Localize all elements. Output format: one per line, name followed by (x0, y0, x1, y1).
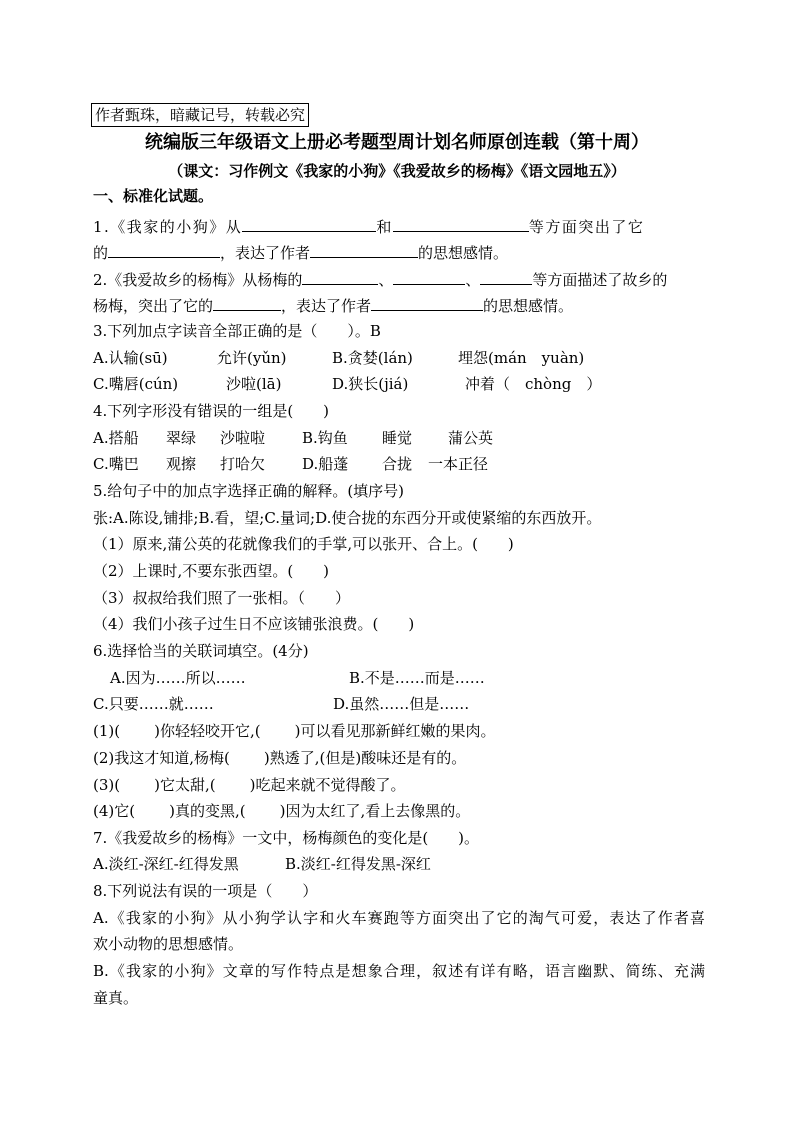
q6-option-a: A.因为……所以…… (110, 669, 246, 687)
q2-text-b: 等方面描述了故乡的 (532, 271, 668, 289)
question-3-options-row-2 (93, 374, 705, 394)
question-6-sentence-3 (93, 775, 705, 795)
q7-option-a: A.淡红-深红-红得发黑 (93, 855, 239, 873)
q2-text-d: ，表达了作者 (281, 297, 372, 315)
question-3-stem: 3.下列加点字读音全部正确的是（ ）。B (93, 322, 381, 340)
question-3-options-row-1 (93, 348, 705, 368)
q2-sep-1: 、 (378, 271, 394, 289)
question-6-sentence-1 (93, 721, 705, 741)
q1-text-e: ，表达了作者 (220, 244, 311, 262)
question-1-line-1 (93, 216, 705, 237)
q6-s1-part-c: )可以看见那新鲜红嫩的果肉。 (294, 722, 496, 740)
q6-option-b: B.不是……而是…… (349, 669, 485, 687)
question-7-options (93, 854, 705, 874)
q1-blank-4[interactable] (310, 242, 418, 258)
q2-sep-2: 、 (465, 271, 481, 289)
q1-text-a: 1.《我家的小狗》从 (93, 218, 243, 236)
q7-option-b: B.淡红-红得发黑-深红 (285, 855, 431, 873)
q6-s4-part-a: (4)它( (93, 802, 136, 820)
q3-option-b-1: B.贪婪(lán) (332, 349, 413, 367)
q1-blank-1[interactable] (242, 216, 376, 232)
q3-option-a-2: 允许(yǔn) (217, 349, 287, 367)
question-4-options-row-2 (93, 454, 705, 474)
q1-text-f: 的思想感情。 (418, 244, 509, 262)
question-7-stem: 7.《我爱故乡的杨梅》一文中，杨梅颜色的变化是( )。 (93, 829, 480, 847)
question-5-stem: 5.给句子中的加点字选择正确的解释。(填序号) (93, 482, 405, 500)
q6-s1-part-b: )你轻轻咬开它,( (154, 722, 261, 740)
question-2-line-2 (93, 295, 705, 316)
q2-text-e: 的思想感情。 (483, 297, 574, 315)
q1-blank-2[interactable] (393, 216, 529, 232)
question-5-definitions: 张:A.陈设,铺排;B.看，望;C.量词;D.使合拢的东西分开或使紧缩的东西放开。 (93, 509, 602, 527)
q4-option-a-3: 沙啦啦 (220, 429, 266, 447)
page-title: 统编版三年级语文上册必考题型周计划名师原创连载（第十周） (145, 132, 649, 153)
q4-option-b-1: B.钩鱼 (302, 429, 348, 447)
q4-option-b-2: 睡觉 (382, 429, 413, 447)
q4-option-b-3: 蒲公英 (448, 429, 494, 447)
q4-option-a-1: A.搭船 (93, 429, 139, 447)
q2-blank-1[interactable] (302, 269, 378, 285)
question-1-line-2 (93, 242, 705, 263)
q4-option-c-3: 打哈欠 (220, 455, 266, 473)
q4-option-c-1: C.嘴巴 (93, 455, 139, 473)
q6-s2-part-b: )熟透了,(但是)酸味还是有的。 (263, 749, 467, 767)
question-5-sentence-4: （4）我们小孩子过生日不应该铺张浪费。( ) (93, 615, 415, 633)
q6-s4-part-c: )因为太红了,看上去像黑的。 (279, 802, 471, 820)
q4-option-d-3: 一本正径 (428, 455, 489, 473)
question-4-stem: 4.下列字形没有错误的一组是( ) (93, 402, 330, 420)
q4-option-a-2: 翠绿 (166, 429, 197, 447)
q3-option-c-2: 沙啦(lā) (226, 375, 282, 393)
question-8-option-b-line-2: 童真。 (93, 989, 139, 1007)
question-6-sentence-2 (93, 748, 705, 768)
question-6-options-row-1 (110, 668, 722, 688)
q6-s3-part-a: (3)( (93, 776, 121, 794)
section-heading: 一、标准化试题。 (93, 187, 214, 205)
q2-text-a: 2.《我爱故乡的杨梅》从杨梅的 (93, 271, 303, 289)
q6-s2-part-a: (2)我这才知道,杨梅( (93, 749, 230, 767)
q2-blank-5[interactable] (371, 295, 483, 311)
q1-text-c: 等方面突出了它 (528, 218, 645, 236)
copyright-notice: 作者甄珠，暗藏记号，转载必究 (91, 103, 309, 127)
question-6-stem: 6.选择恰当的关联词填空。(4分) (93, 642, 309, 660)
question-8-option-a-line-1: A.《我家的小狗》从小狗学认字和火车赛跑等方面突出了它的淘气可爱，表达了作者喜 (93, 909, 705, 927)
question-5-sentence-3: （3）叔叔给我们照了一张相。（ ） (93, 589, 351, 607)
question-5-sentence-2: （2）上课时,不要东张西望。( ) (93, 562, 330, 580)
q3-option-b-2: 埋怨(mán yuàn) (458, 349, 585, 367)
q6-s3-part-c: )吃起来就不觉得酸了。 (249, 776, 406, 794)
q6-option-d: D.虽然……但是…… (333, 695, 470, 713)
q1-blank-3[interactable] (108, 242, 220, 258)
q4-option-d-1: D.船蓬 (302, 455, 349, 473)
q2-blank-3[interactable] (480, 269, 532, 285)
q2-blank-4[interactable] (213, 295, 281, 311)
question-8-option-a-line-2: 欢小动物的思想感情。 (93, 935, 244, 953)
question-8-stem: 8.下列说法有误的一项是（ ） (93, 882, 318, 900)
question-8-option-b-line-1: B.《我家的小狗》文章的写作特点是想象合理，叙述有详有略，语言幽默、简练、充满 (93, 962, 705, 980)
question-6-sentence-4 (93, 801, 705, 821)
q3-option-d-2: 冲着（ chòng ） (465, 375, 602, 393)
q4-option-c-2: 观擦 (166, 455, 197, 473)
q3-option-d-1: D.狭长(jiá) (332, 375, 409, 393)
question-5-sentence-1: （1）原来,蒲公英的花就像我们的手掌,可以张开、合上。( ) (93, 535, 514, 553)
q1-text-b: 和 (376, 218, 393, 236)
question-6-options-row-2 (93, 694, 705, 714)
q4-option-d-2: 合拢 (382, 455, 413, 473)
page-subtitle: （课文：习作例文《我家的小狗》《我爱故乡的杨梅》《语文园地五》） (168, 162, 626, 180)
q2-text-c: 杨梅，突出了它的 (93, 297, 214, 315)
q1-text-d: 的 (93, 244, 109, 262)
question-4-options-row-1 (93, 428, 705, 448)
q3-option-c-1: C.嘴唇(cún) (93, 375, 179, 393)
q6-s3-part-b: )它太甜,( (154, 776, 216, 794)
q6-s4-part-b: )真的变黑,( (169, 802, 246, 820)
q2-blank-2[interactable] (393, 269, 465, 285)
q6-s1-part-a: (1)( (93, 722, 121, 740)
q3-option-a-1: A.认输(sū) (93, 349, 168, 367)
q6-option-c: C.只要……就…… (93, 695, 214, 713)
question-2-line-1 (93, 269, 705, 290)
